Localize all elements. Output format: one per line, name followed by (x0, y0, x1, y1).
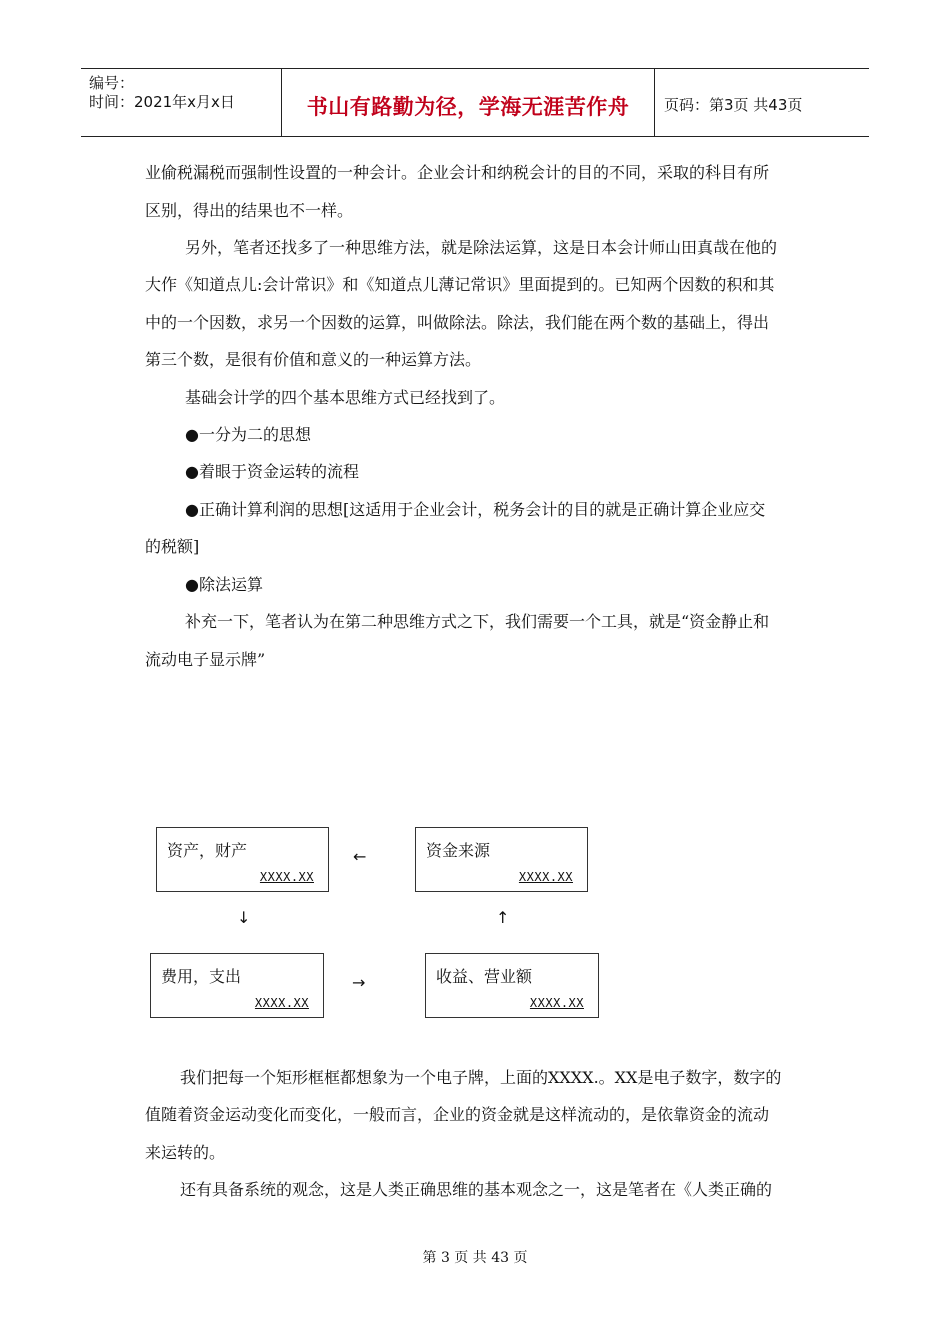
arrow-up-icon: ↑ (496, 908, 510, 927)
header-motto-cell (281, 69, 655, 136)
paragraph-line: 值随着资金运动变化而变化，一般而言，企业的资金就是这样流动的，是依靠资金的流动 (145, 1105, 770, 1124)
paragraph-line: 基础会计学的四个基本思维方式已经找到了。 (185, 388, 506, 407)
document-header (81, 68, 869, 137)
header-meta (81, 69, 281, 136)
paragraph-line: 区别，得出的结果也不一样。 (145, 201, 354, 220)
box-value: XXXX.XX (529, 996, 584, 1010)
paragraph-line: 来运转的。 (145, 1143, 226, 1162)
arrow-left-icon: ← (353, 847, 367, 866)
arrow-right-icon: → (352, 973, 366, 992)
paragraph-line: 补充一下，笔者认为在第二种思维方式之下，我们需要一个工具，就是“资金静止和 (185, 612, 770, 631)
box-value: XXXX.XX (254, 996, 309, 1010)
paragraph-line: 流动电子显示牌” (145, 650, 266, 669)
box-title: 资产，财产 (167, 841, 248, 860)
box-title: 资金来源 (426, 841, 491, 860)
paragraph-line: 中的一个因数，求另一个因数的运算，叫做除法。除法，我们能在两个数的基础上，得出 (145, 313, 770, 332)
paragraph-line: 的税额] (145, 537, 200, 556)
paragraph-line: 我们把每一个矩形框框都想象为一个电子牌，上面的XXXX.。XX是电子数字，数字的 (180, 1068, 782, 1087)
revenue-box (425, 953, 599, 1018)
paragraph-line: 业偷税漏税而强制性设置的一种会计。企业会计和纳税会计的目的不同，采取的科目有所 (145, 163, 770, 182)
box-title: 收益、营业额 (436, 967, 533, 986)
expenses-box (150, 953, 324, 1018)
paragraph-line: 第三个数，是很有价值和意义的一种运算方法。 (145, 350, 482, 369)
page-footer: 第 3 页 共 43 页 (422, 1250, 528, 1266)
bullet-item: ●着眼于资金运转的流程 (185, 462, 359, 481)
box-value: XXXX.XX (518, 870, 573, 884)
paragraph-line: 另外，笔者还找多了一种思维方法，就是除法运算，这是日本会计师山田真哉在他的 (185, 238, 778, 257)
number-label: 编号： (89, 74, 135, 92)
paragraph-line: 还有具备系统的观念，这是人类正确思维的基本观念之一，这是笔者在《人类正确的 (180, 1180, 773, 1199)
bullet-item: ●除法运算 (185, 575, 263, 594)
bullet-item: ●正确计算利润的思想[这适用于企业会计，税务会计的目的就是正确计算企业应交 (185, 500, 766, 519)
bullet-item: ●一分为二的思想 (185, 425, 311, 444)
funding-source-box (415, 827, 588, 892)
assets-box (156, 827, 329, 892)
date-line: 时间：2021年x月x日 (89, 93, 235, 111)
box-value: XXXX.XX (259, 870, 314, 884)
header-motto: 书山有路勤为径，学海无涯苦作舟 (306, 95, 630, 119)
header-page-cell (654, 69, 869, 136)
header-page-info: 页码：第3页 共43页 (664, 96, 803, 114)
arrow-down-icon: ↓ (237, 908, 251, 927)
paragraph-line: 大作《知道点儿:会计常识》和《知道点儿薄记常识》里面提到的。已知两个因数的积和其 (145, 275, 775, 294)
box-title: 费用，支出 (161, 967, 242, 986)
